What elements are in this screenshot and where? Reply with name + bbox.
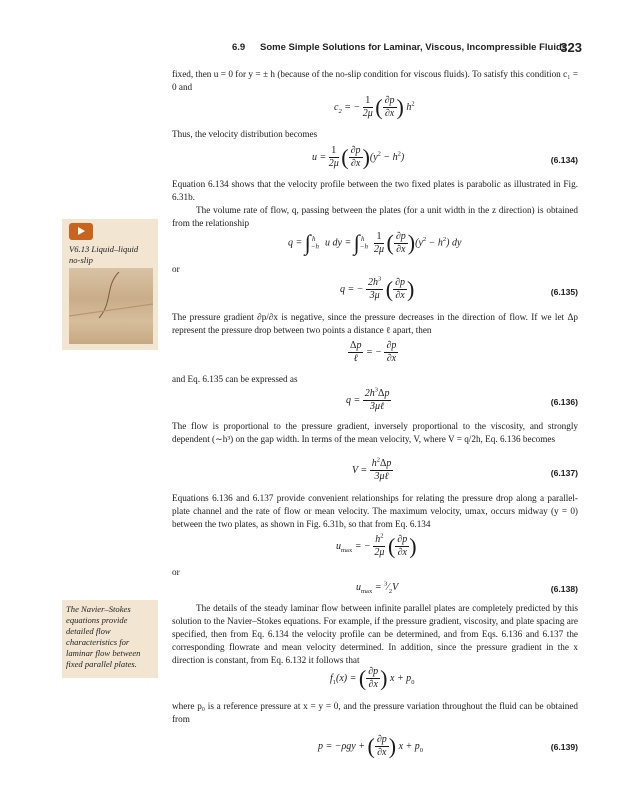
paragraph-3a: Equation 6.134 shows that the velocity profile between the two fixed plates is parabolic as illustrated in Fig. 6.31b. xyxy=(172,179,578,202)
equation-umax: $u_{max}$ = − $\frac{h^2}{2\mu}$ ( $\frac{\partial p}{\partial x}$ ) xyxy=(336,532,417,559)
equation-number-6-136: (6.136) xyxy=(550,397,578,407)
equation-c2: $c_2$ = − $\frac{1}{2\mu}$ ( $\frac{\partial p}{\partial x}$ ) $h^2$ xyxy=(334,94,415,120)
video-thumbnail[interactable] xyxy=(69,268,153,344)
equation-number-6-137: (6.137) xyxy=(550,468,578,478)
paragraph-5: and Eq. 6.135 can be expressed as xyxy=(172,374,298,384)
paragraph-1: fixed, then u = 0 for y = ± h (because of the no-slip condition for viscous fluids). To satisfy this condition c₁ = 0 and xyxy=(172,69,578,92)
equation-number-6-134: (6.134) xyxy=(550,155,578,165)
or-2: or xyxy=(172,567,180,577)
equation-q-integral: $q = \int_{-h}^h$ u dy = $\int_{-h}^h$ $\frac{1}{2\mu}$ ( $\frac{\partial p}{\partial x}$ )$(y^2 - h^2)$ dy xyxy=(288,230,462,255)
or-1: or xyxy=(172,264,180,274)
margin-note: The Navier–Stokes equations provide detailed flow characteristics for laminar flow between fixed parallel plates. xyxy=(66,604,141,669)
page-number: 323 xyxy=(560,40,582,55)
paragraph-2: Thus, the velocity distribution becomes xyxy=(172,129,318,139)
paragraph-8: The details of the steady laminar flow between infinite parallel plates are completely predicted by this solution to the Navier–Stokes equations. For example, if the pressure gradient, viscosity, and plate spacing are specified, then from Eq. 6.134 the velocity profile can be determined, and from Eqs. 6.136 and 6.137 the corresponding flowrate and mean velocity determined. In addition, since the pressure gradient in the x direction is constant, from Eq. 6.132 it follows that xyxy=(172,603,578,665)
paragraph-7: Equations 6.136 and 6.137 provide convenient relationships for relating the pressure drop along a parallel-plate channel and the rate of flow or mean velocity. The maximum velocity, umax, occurs midway (y = 0) between the two plates, as shown in Fig. 6.31b, so that from Eq. 6.134 xyxy=(172,493,578,529)
equation-number-6-139: (6.139) xyxy=(550,742,578,752)
paragraph-6: The flow is proportional to the pressure gradient, inversely proportional to the viscosity, and strongly dependent (∼h³) on the gap width. In terms of the mean velocity, V, where V = q/2h, Eq. 6.136 becomes xyxy=(172,421,578,444)
equation-6-139: p = −ρgy + ( $\frac{\partial p}{\partial x}$ ) $x + p_0$ xyxy=(318,733,424,759)
equation-number-6-135: (6.135) xyxy=(550,287,578,297)
play-video-icon[interactable] xyxy=(69,223,93,240)
section-title: Some Simple Solutions for Laminar, Viscous, Incompressible Fluids xyxy=(260,42,568,53)
equation-f1: $f_1(x)$ = ( $\frac{\partial p}{\partial x}$ ) $x + p_0$ xyxy=(330,665,415,691)
paragraph-4: The pressure gradient ∂p/∂x is negative, since the pressure decreases in the direction of flow. If we let Δp represent the pressure drop between two points a distance ℓ apart, then xyxy=(172,312,578,335)
video-label: V6.13 Liquid–liquid no-slip xyxy=(69,244,139,265)
equation-6-136: q = $\frac{2h^3\Delta p}{\text{3μℓ}}$ xyxy=(346,386,390,412)
paragraph-9: where p₀ is a reference pressure at x = y = 0, and the pressure variation throughout the fluid can be obtained from xyxy=(172,701,578,724)
equation-6-135: q = − $\frac{2h^3}{3\mu}$ ( $\frac{\partial p}{\partial x}$ ) xyxy=(340,275,415,302)
equation-dp-over-l: $\frac{\Delta p}{\text{ℓ}}$ = − $\frac{\partial p}{\partial x}$ xyxy=(350,340,397,364)
equation-6-137: V = $\frac{h^2\Delta p}{\text{3μℓ}}$ xyxy=(352,456,392,482)
paragraph-3b: The volume rate of flow, q, passing between the plates (for a unit width in the z direction) is obtained from the relationship xyxy=(172,205,578,228)
equation-6-138: $u_{max}$ = $^3⁄_2V$ xyxy=(356,580,399,595)
equation-number-6-138: (6.138) xyxy=(550,584,578,594)
equation-6-134: u = $\frac{1}{2\mu}$ ( $\frac{\partial p}{\partial x}$ )$(y^2 - h^2)$ xyxy=(312,144,405,170)
section-number: 6.9 xyxy=(232,42,246,53)
